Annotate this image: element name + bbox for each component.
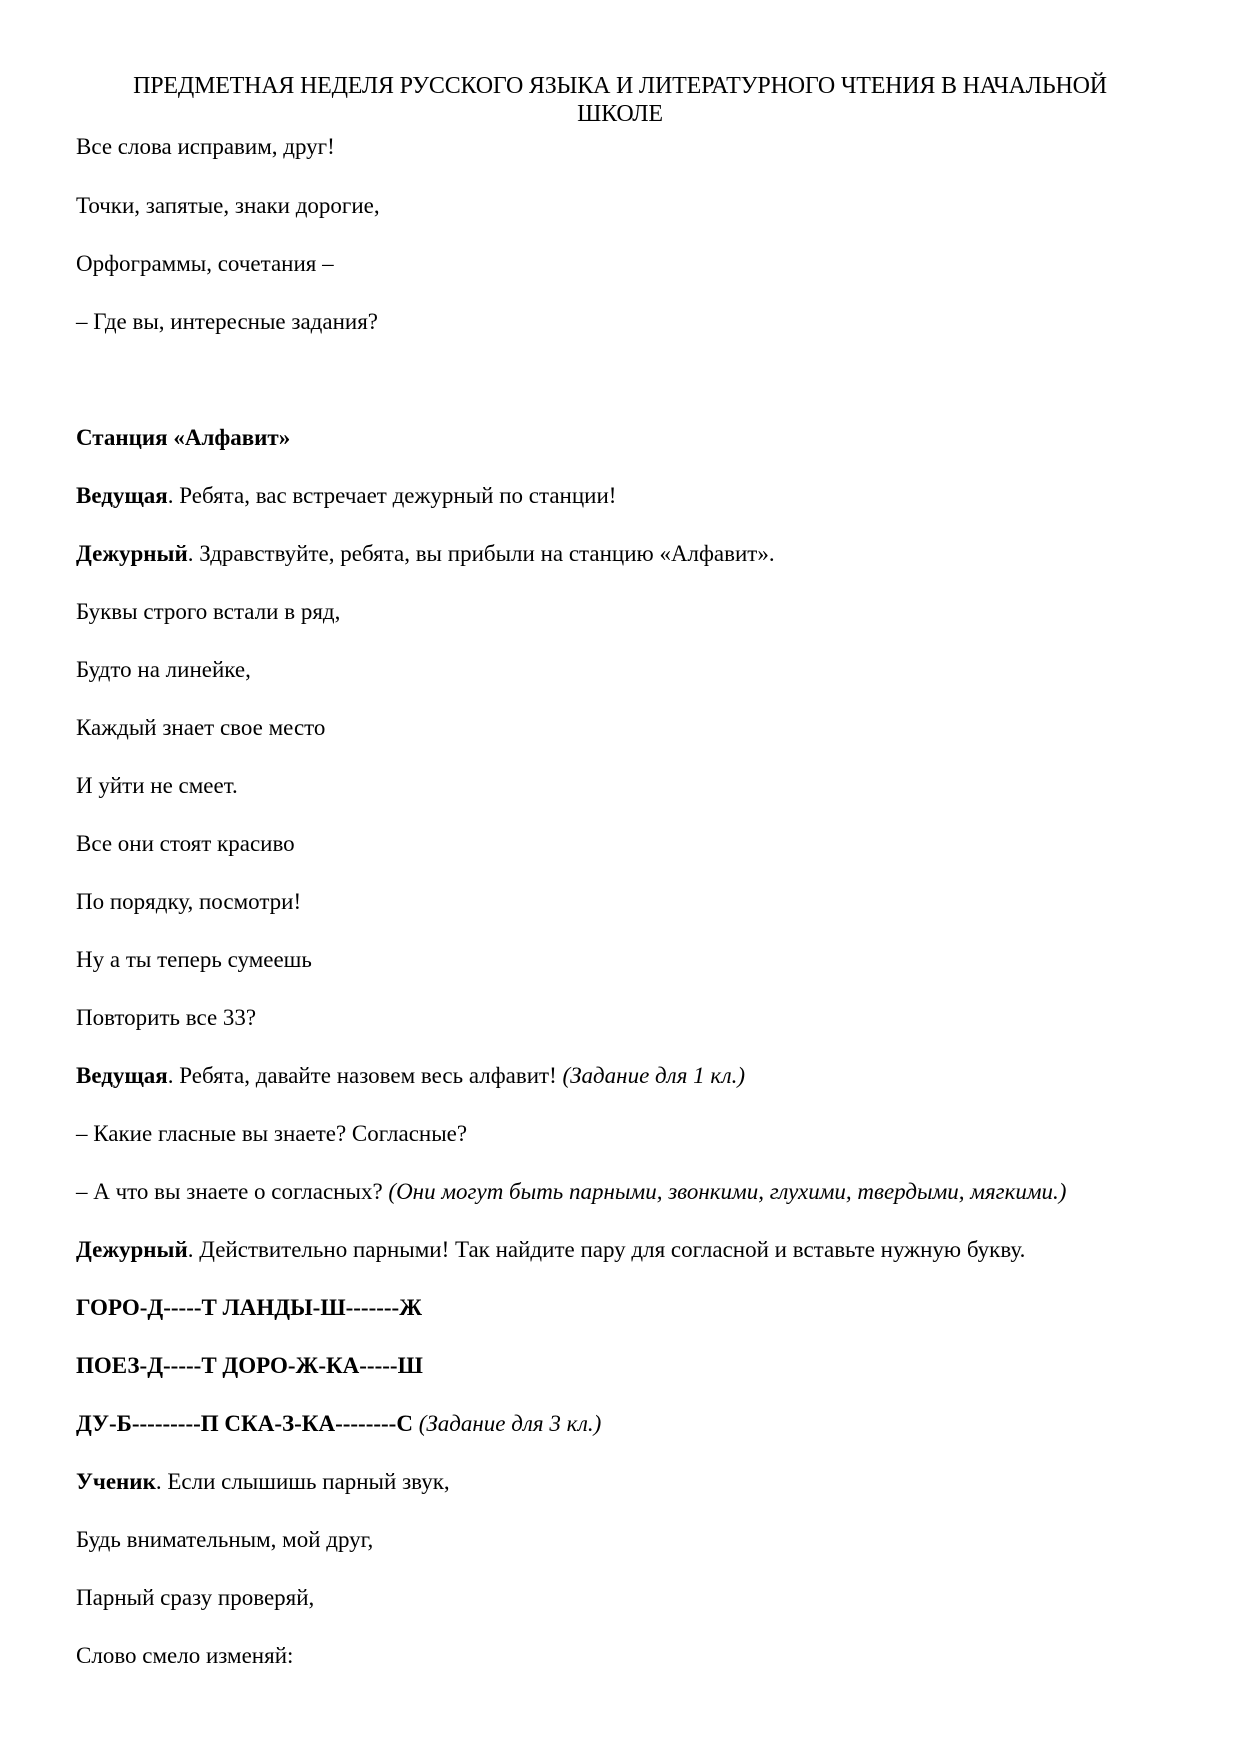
dialogue-text: . Здравствуйте, ребята, вы прибыли на станцию «Алфавит».	[187, 541, 775, 566]
station-heading: Станция «Алфавит»	[76, 425, 291, 450]
poem-line: По порядку, посмотри!	[76, 889, 302, 914]
poem-line: Буквы строго встали в ряд,	[76, 599, 341, 624]
poem-line: – Где вы, интересные задания?	[76, 309, 378, 334]
poem-line: Будто на линейке,	[76, 657, 251, 682]
dialogue-line	[76, 540, 775, 568]
exercise-text: ДУ-Б---------П СКА-З-КА--------С	[76, 1411, 413, 1436]
poem-line: Каждый знает свое место	[76, 715, 326, 740]
dialogue-text: . Если слышишь парный звук,	[155, 1469, 450, 1494]
question-line: – Какие гласные вы знаете? Согласные?	[76, 1121, 468, 1146]
dialogue-line	[76, 1062, 745, 1090]
question-text: – А что вы знаете о согласных?	[76, 1179, 389, 1204]
speaker-label: Дежурный	[76, 1237, 188, 1262]
dialogue-line	[76, 482, 616, 510]
speaker-label: Ведущая	[76, 1063, 168, 1088]
answer-note: (Они могут быть парными, звонкими, глухими, твердыми, мягкими.)	[388, 1179, 1067, 1204]
dialogue-text: . Ребята, давайте назовем весь алфавит!	[167, 1063, 563, 1088]
dialogue-line	[76, 1468, 450, 1496]
speaker-label: Ведущая	[76, 483, 168, 508]
poem-line: Все слова исправим, друг!	[76, 134, 335, 159]
poem-line: Слово смело изменяй:	[76, 1643, 294, 1668]
poem-line: Точки, запятые, знаки дорогие,	[76, 193, 380, 218]
task-note: (Задание для 1 кл.)	[562, 1063, 746, 1088]
document-title: ПРЕДМЕТНАЯ НЕДЕЛЯ РУССКОГО ЯЗЫКА И ЛИТЕРАТУРНОГО ЧТЕНИЯ В НАЧАЛЬНОЙ ШКОЛЕ	[133, 73, 1107, 127]
poem-line: Орфограммы, сочетания –	[76, 251, 334, 276]
poem-line: Повторить все 33?	[76, 1005, 257, 1030]
task-note: (Задание для 3 кл.)	[412, 1411, 602, 1436]
dialogue-line	[76, 1236, 1025, 1264]
question-line	[76, 1178, 1066, 1206]
poem-line: И уйти не смеет.	[76, 773, 238, 798]
speaker-label: Дежурный	[76, 541, 188, 566]
speaker-label: Ученик	[76, 1469, 156, 1494]
dialogue-text: . Ребята, вас встречает дежурный по станции!	[167, 483, 617, 508]
exercise-line	[76, 1410, 601, 1438]
poem-line: Все они стоят красиво	[76, 831, 295, 856]
poem-line: Ну а ты теперь сумеешь	[76, 947, 312, 972]
dialogue-text: . Действительно парными! Так найдите пару для согласной и вставьте нужную букву.	[187, 1237, 1026, 1262]
poem-line: Парный сразу проверяй,	[76, 1585, 315, 1610]
exercise-line: ПОЕЗ-Д-----Т ДОРО-Ж-КА-----Ш	[76, 1353, 423, 1378]
poem-line: Будь внимательным, мой друг,	[76, 1527, 374, 1552]
exercise-line: ГОРО-Д-----Т ЛАНДЫ-Ш-------Ж	[76, 1295, 422, 1320]
